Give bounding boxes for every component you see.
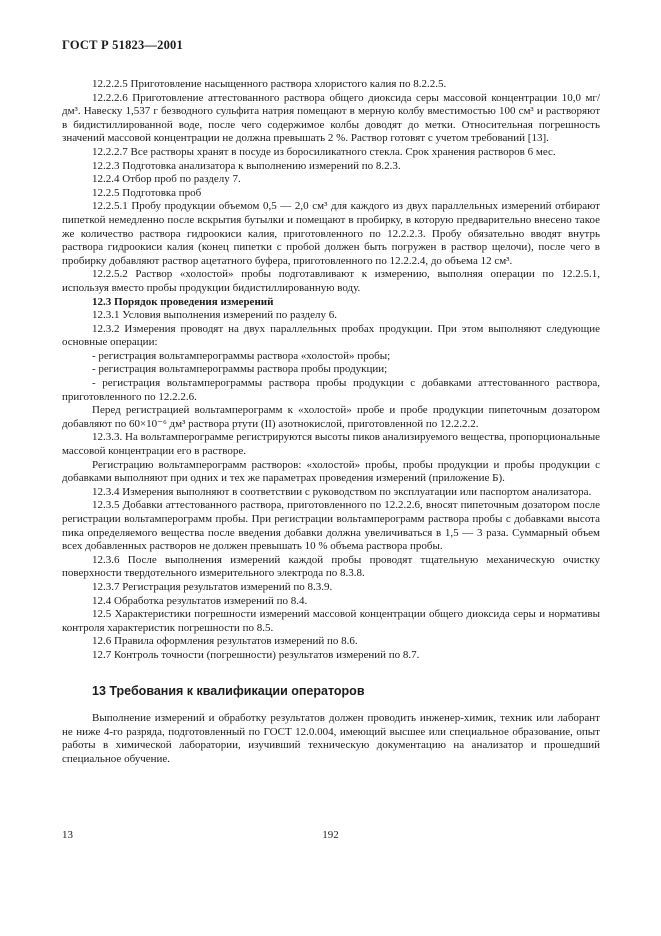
paragraph-12-2-5-2: 12.2.5.2 Раствор «холостой» пробы подготавливают к измерению, выполняя операции по 12.2.5.1, используя вместо пробы продукции бидистиллированную воду. (62, 268, 600, 294)
paragraph-12-3-2: 12.3.2 Измерения проводят на двух параллельных пробах продукции. При этом выполняют следующие основные операции: (62, 322, 600, 349)
paragraph-12-3-7: 12.3.7 Регистрация результатов измерений по 8.3.9. (92, 580, 333, 593)
paragraph-12-7: 12.7 Контроль точности (погрешности) результатов измерений по 8.7. (92, 648, 420, 661)
list-item-product-sample: - регистрация вольтамперограммы раствора пробы продукции; (92, 363, 388, 376)
section-spacer (62, 663, 600, 685)
list-item-blank-sample: - регистрация вольтамперограммы раствора «холостой» пробы; (92, 349, 391, 362)
paragraph-12-3-4: 12.3.4 Измерения выполняют в соответствии с руководством по эксплуатации или паспортом анализатора. (92, 485, 592, 498)
list-item-sample-with-additive: - регистрация вольтамперограммы раствора пробы продукции с добавками аттестованного раствора, приготовленного по 12.2.2.6. (62, 377, 600, 403)
paragraph-registration: Регистрацию вольтамперограмм растворов: «холостой» пробы, пробы продукции и пробы продукции с добавками выполняют при одних и тех же параметрах проведения измерений (приложение Б). (62, 458, 600, 485)
paragraph-12-3-3: 12.3.3. На вольтамперограмме регистрируются высоты пиков анализируемого вещества, пропорциональные массовой концентрации его в растворе. (62, 431, 600, 458)
page-number: 13 (62, 829, 73, 841)
paragraph-12-2-5: 12.2.5 Подготовка проб (92, 186, 202, 199)
section-13-title: 13 Требования к квалификации операторов (92, 683, 365, 698)
section-12-3-title: 12.3 Порядок проведения измерений (92, 295, 274, 308)
document-body (62, 78, 600, 767)
paragraph-12-2-2-7: 12.2.2.7 Все растворы хранят в посуде из боросиликатного стекла. Срок хранения растворов 6 мес. (92, 145, 556, 158)
paragraph-12-2-5-1: 12.2.5.1 Пробу продукции объемом 0,5 — 2,0 см³ для каждого из двух параллельных измерений отбирают пипеткой немедленно после вскрытия бутылки и помещают в пробирку, в которую предварительно внесено такое же количество раствора гидроокиси калия, приготовленного по 12.2.2.3. Пробу обязательно вводят внутрь раствора гидроокиси калия (конец пипетки с пробой должен быть погружен в раствор щелочи), после чего в пробирку добавляют раствор ацетатного буфера, приготовленного по 12.2.2.4, до объема 12 см³. (62, 200, 600, 267)
document-header: ГОСТ Р 51823—2001 (62, 38, 183, 52)
paragraph-12-2-3: 12.2.3 Подготовка анализатора к выполнению измерений по 8.2.3. (92, 159, 401, 172)
paragraph-12-3-1: 12.3.1 Условия выполнения измерений по разделу 6. (92, 309, 337, 322)
paragraph-12-2-2-5: 12.2.2.5 Приготовление насыщенного раствора хлористого калия по 8.2.2.5. (92, 78, 447, 90)
paragraph-12-2-2-6: 12.2.2.6 Приготовление аттестованного раствора общего диоксида серы массовой концентрации 10,0 мг/дм³. Навеску 1,537 г безводного сульфита натрия помещают в мерную колбу вместимостью 100 см³ и растворяют в бидистиллированной воде, после чего содержимое колбы доводят до метки. Относительная погрешность значений массовой концентрации не должна превышать 2 %. Раствор готовят с учетом требований [13]. (62, 91, 600, 145)
center-page-number: 192 (322, 829, 339, 841)
paragraph-12-3-6: 12.3.6 После выполнения измерений каждой пробы проводят тщательную механическую очистку поверхности твердотельного измерительного электрода по 8.3.8. (62, 553, 600, 580)
paragraph-12-4: 12.4 Обработка результатов измерений по 8.4. (92, 594, 308, 607)
paragraph-12-2-4: 12.2.4 Отбор проб по разделу 7. (92, 173, 241, 186)
paragraph-12-3-5: 12.3.5 Добавки аттестованного раствора, приготовленного по 12.2.2.6, вносят пипеточным дозатором после регистрации вольтамперограмм пробы. При регистрации вольтамперограмм раствора пробы с добавками высота пика определяемого вещества после введения добавки должна увеличиваться в 1,5 — 3 раза. Суммарный объем всех добавленных растворов не должен превышать 10 % объема раствора пробы. (62, 499, 600, 553)
paragraph-13: Выполнение измерений и обработку результатов должен проводить инженер-химик, техник или лаборант не ниже 4-го разряда, подготовленный по ГОСТ 12.0.004, имеющий высшее или специальное образование, опыт работы в химической лаборатории, изучивший техническую документацию на анализатор и прошедший специальное обучение. (62, 712, 600, 765)
paragraph-mercury-addition: Перед регистрацией вольтамперограмм к «холостой» пробе и пробе продукции пипеточным дозатором добавляют по 60×10⁻⁶ дм³ раствора ртути (II) азотнокислой, приготовленной по 12.2.2.2. (62, 404, 600, 430)
paragraph-12-6: 12.6 Правила оформления результатов измерений по 8.6. (92, 635, 358, 648)
paragraph-12-5: 12.5 Характеристики погрешности измерений массовой концентрации общего диоксида серы и нормативы контроля характеристик погрешности по 8.5. (62, 608, 600, 634)
